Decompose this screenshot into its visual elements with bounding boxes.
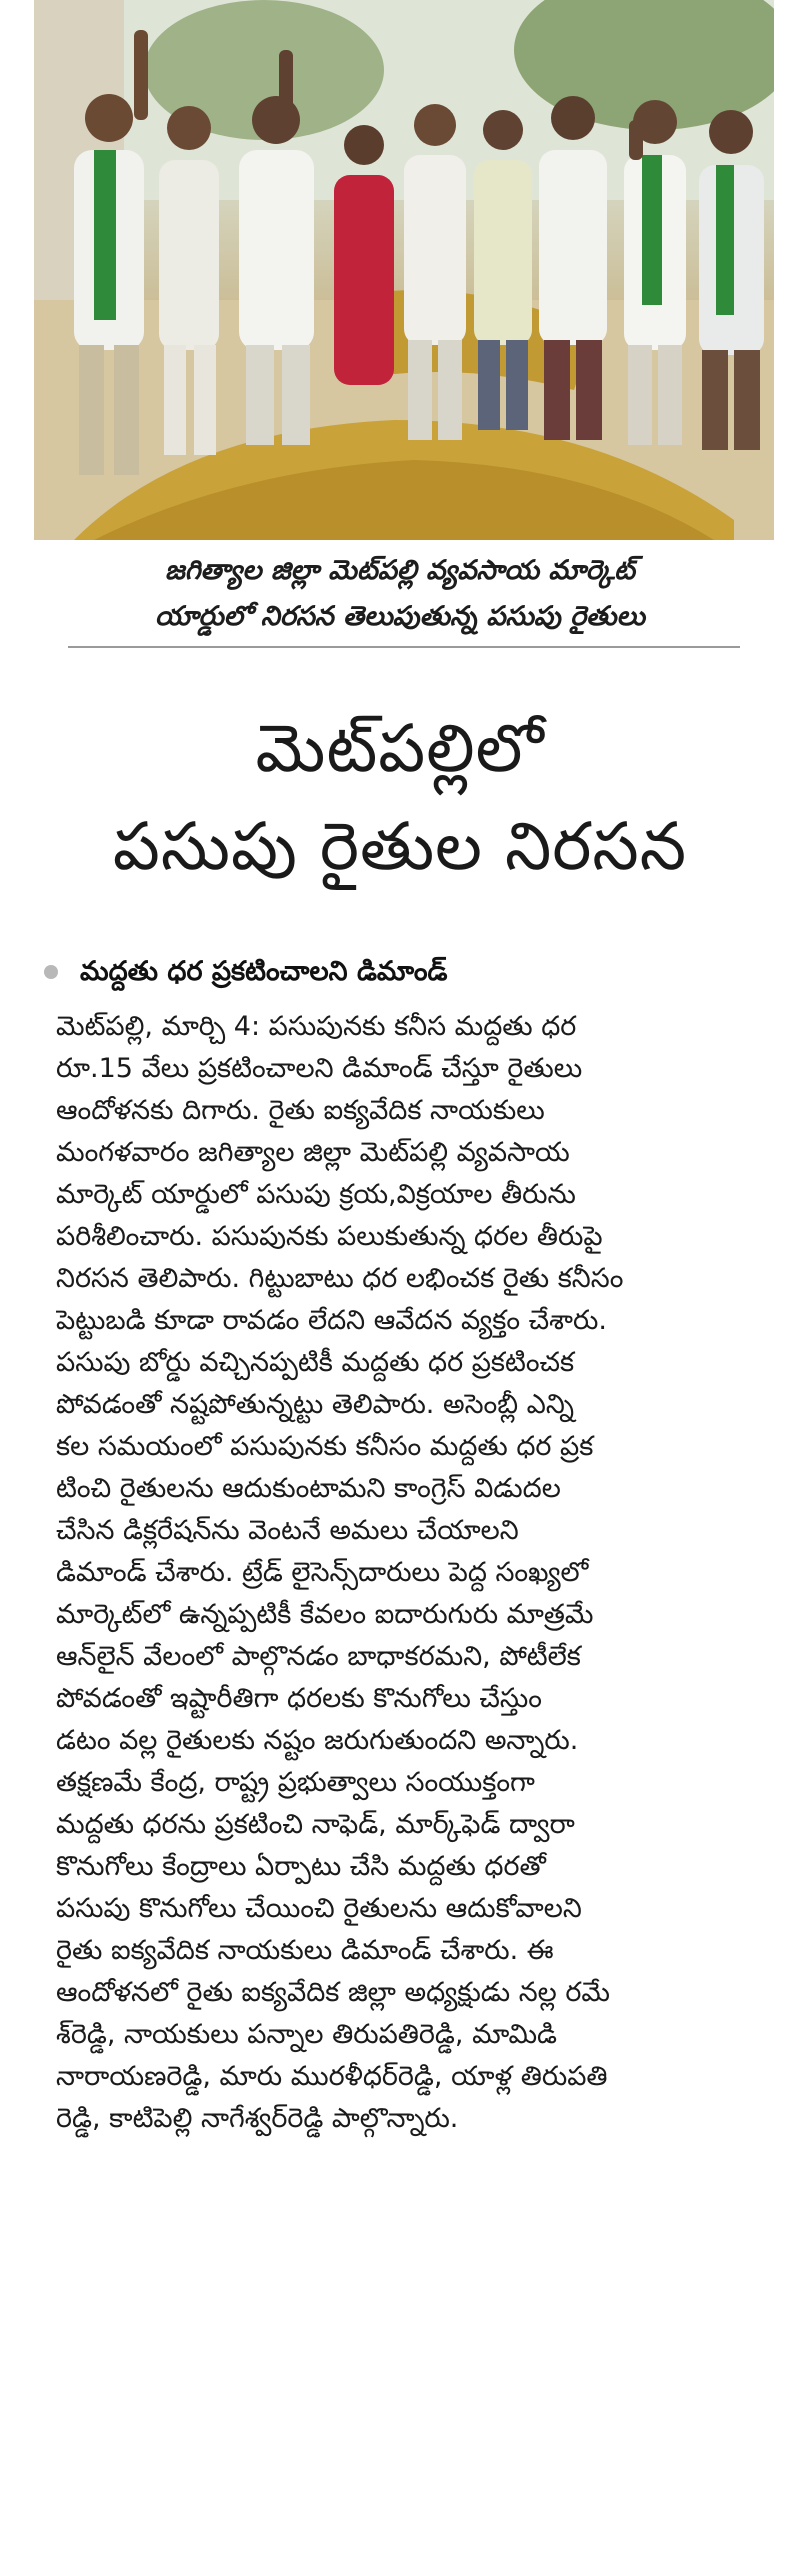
article-body-line: పరిశీలించారు. పసుపునకు పలుకుతున్న ధరల తీరుపై <box>56 1221 603 1252</box>
article-body-line: ఆన్‌లైన్ వేలంలో పాల్గొనడం బాధాకరమని, పోటీలేక <box>56 1641 581 1672</box>
article-body-line: ఆందోళనకు దిగారు. రైతు ఐక్యవేదిక నాయకులు <box>56 1095 545 1126</box>
caption-line-1: జగిత్యాల జిల్లా మెట్‌పల్లి వ్యవసాయ మార్కెట్ <box>164 555 636 586</box>
farmers-protest-photo <box>34 0 774 540</box>
article-body-line: పసుపు కొనుగోలు చేయించి రైతులను ఆదుకోవాలని <box>56 1893 582 1924</box>
news-photo <box>34 0 774 540</box>
article-body-line: పసుపు బోర్డు వచ్చినప్పటికీ మద్దతు ధర ప్రకటించక <box>56 1347 575 1378</box>
headline-line-2: పసుపు రైతుల నిరసన <box>112 808 688 885</box>
article-body-line: కొనుగోలు కేంద్రాలు ఏర్పాటు చేసి మద్దతు ధరతో <box>56 1851 546 1882</box>
article-body-line: మంగళవారం జగిత్యాల జిల్లా మెట్‌పల్లి వ్యవసాయ <box>56 1137 570 1168</box>
article-body-line: మద్దతు ధరను ప్రకటించి నాఫెడ్, మార్క్‌ఫెడ్ ద్వారా <box>56 1809 575 1840</box>
article-body-line: పోవడంతో నష్టపోతున్నట్టు తెలిపారు. అసెంబ్లీ ఎన్ని <box>56 1389 574 1420</box>
caption-divider <box>68 646 740 648</box>
article-body-line: మెట్‌పల్లి, మార్చి 4: పసుపునకు కనీస మద్దతు ధర <box>56 1011 577 1042</box>
article-body-line: శ్‌రెడ్డి, నాయకులు పన్నాల తిరుపతిరెడ్డి, మామిడి <box>56 2019 558 2050</box>
article-body-line: పోవడంతో ఇష్టారీతిగా ధరలకు కొనుగోలు చేస్తుం <box>56 1683 542 1714</box>
article-subhead <box>44 950 764 994</box>
caption-line-2: యార్డులో నిరసన తెలుపుతున్న పసుపు రైతులు <box>154 601 646 632</box>
article-body <box>56 1006 776 2140</box>
article-body-line: మార్కెట్ యార్డులో పసుపు క్రయ,విక్రయాల తీరును <box>56 1179 576 1210</box>
article-body-line: నారాయణరెడ్డి, మారు మురళీధర్‌రెడ్డి, యాళ్ల తిరుపతి <box>56 2061 608 2092</box>
bullet-icon <box>44 965 58 979</box>
article-body-line: కల సమయంలో పసుపునకు కనీసం మద్దతు ధర ప్రక <box>56 1431 594 1462</box>
article-body-line: నిరసన తెలిపారు. గిట్టుబాటు ధర లభించక రైతు కనీసం <box>56 1263 624 1294</box>
article-body-line: ఆందోళనలో రైతు ఐక్యవేదిక జిల్లా అధ్యక్షుడు నల్ల రమే <box>56 1977 610 2008</box>
article-body-line: మార్కెట్‌లో ఉన్నప్పటికీ కేవలం ఐదారుగురు మాత్రమే <box>56 1599 594 1630</box>
article-body-line: పెట్టుబడి కూడా రావడం లేదని ఆవేదన వ్యక్తం చేశారు. <box>56 1305 607 1336</box>
article-headline <box>30 700 770 896</box>
headline-line-1: మెట్‌పల్లిలో <box>255 710 545 787</box>
article-body-line: డిమాండ్ చేశారు. ట్రేడ్ లైసెన్స్‌దారులు పెద్ద సంఖ్యలో <box>56 1557 589 1588</box>
article-body-line: తక్షణమే కేంద్ర, రాష్ట్ర ప్రభుత్వాలు సంయుక్తంగా <box>56 1767 535 1798</box>
article-body-line: డటం వల్ల రైతులకు నష్టం జరుగుతుందని అన్నారు. <box>56 1725 579 1756</box>
article-body-line: రెడ్డి, కాటిపెల్లి నాగేశ్వర్‌రెడ్డి పాల్గొన్నారు. <box>56 2103 459 2134</box>
article-body-line: టించి రైతులను ఆదుకుంటామని కాంగ్రెస్ విడుదల <box>56 1473 561 1504</box>
photo-caption <box>60 548 740 640</box>
article-body-line: రైతు ఐక్యవేదిక నాయకులు డిమాండ్ చేశారు. ఈ <box>56 1935 554 1966</box>
article-body-line: చేసిన డిక్లరేషన్‌ను వెంటనే అమలు చేయాలని <box>56 1515 519 1546</box>
article-body-line: రూ.15 వేలు ప్రకటించాలని డిమాండ్ చేస్తూ రైతులు <box>56 1053 583 1084</box>
subhead-text: మద్దతు ధర ప్రకటించాలని డిమాండ్ <box>80 956 448 987</box>
